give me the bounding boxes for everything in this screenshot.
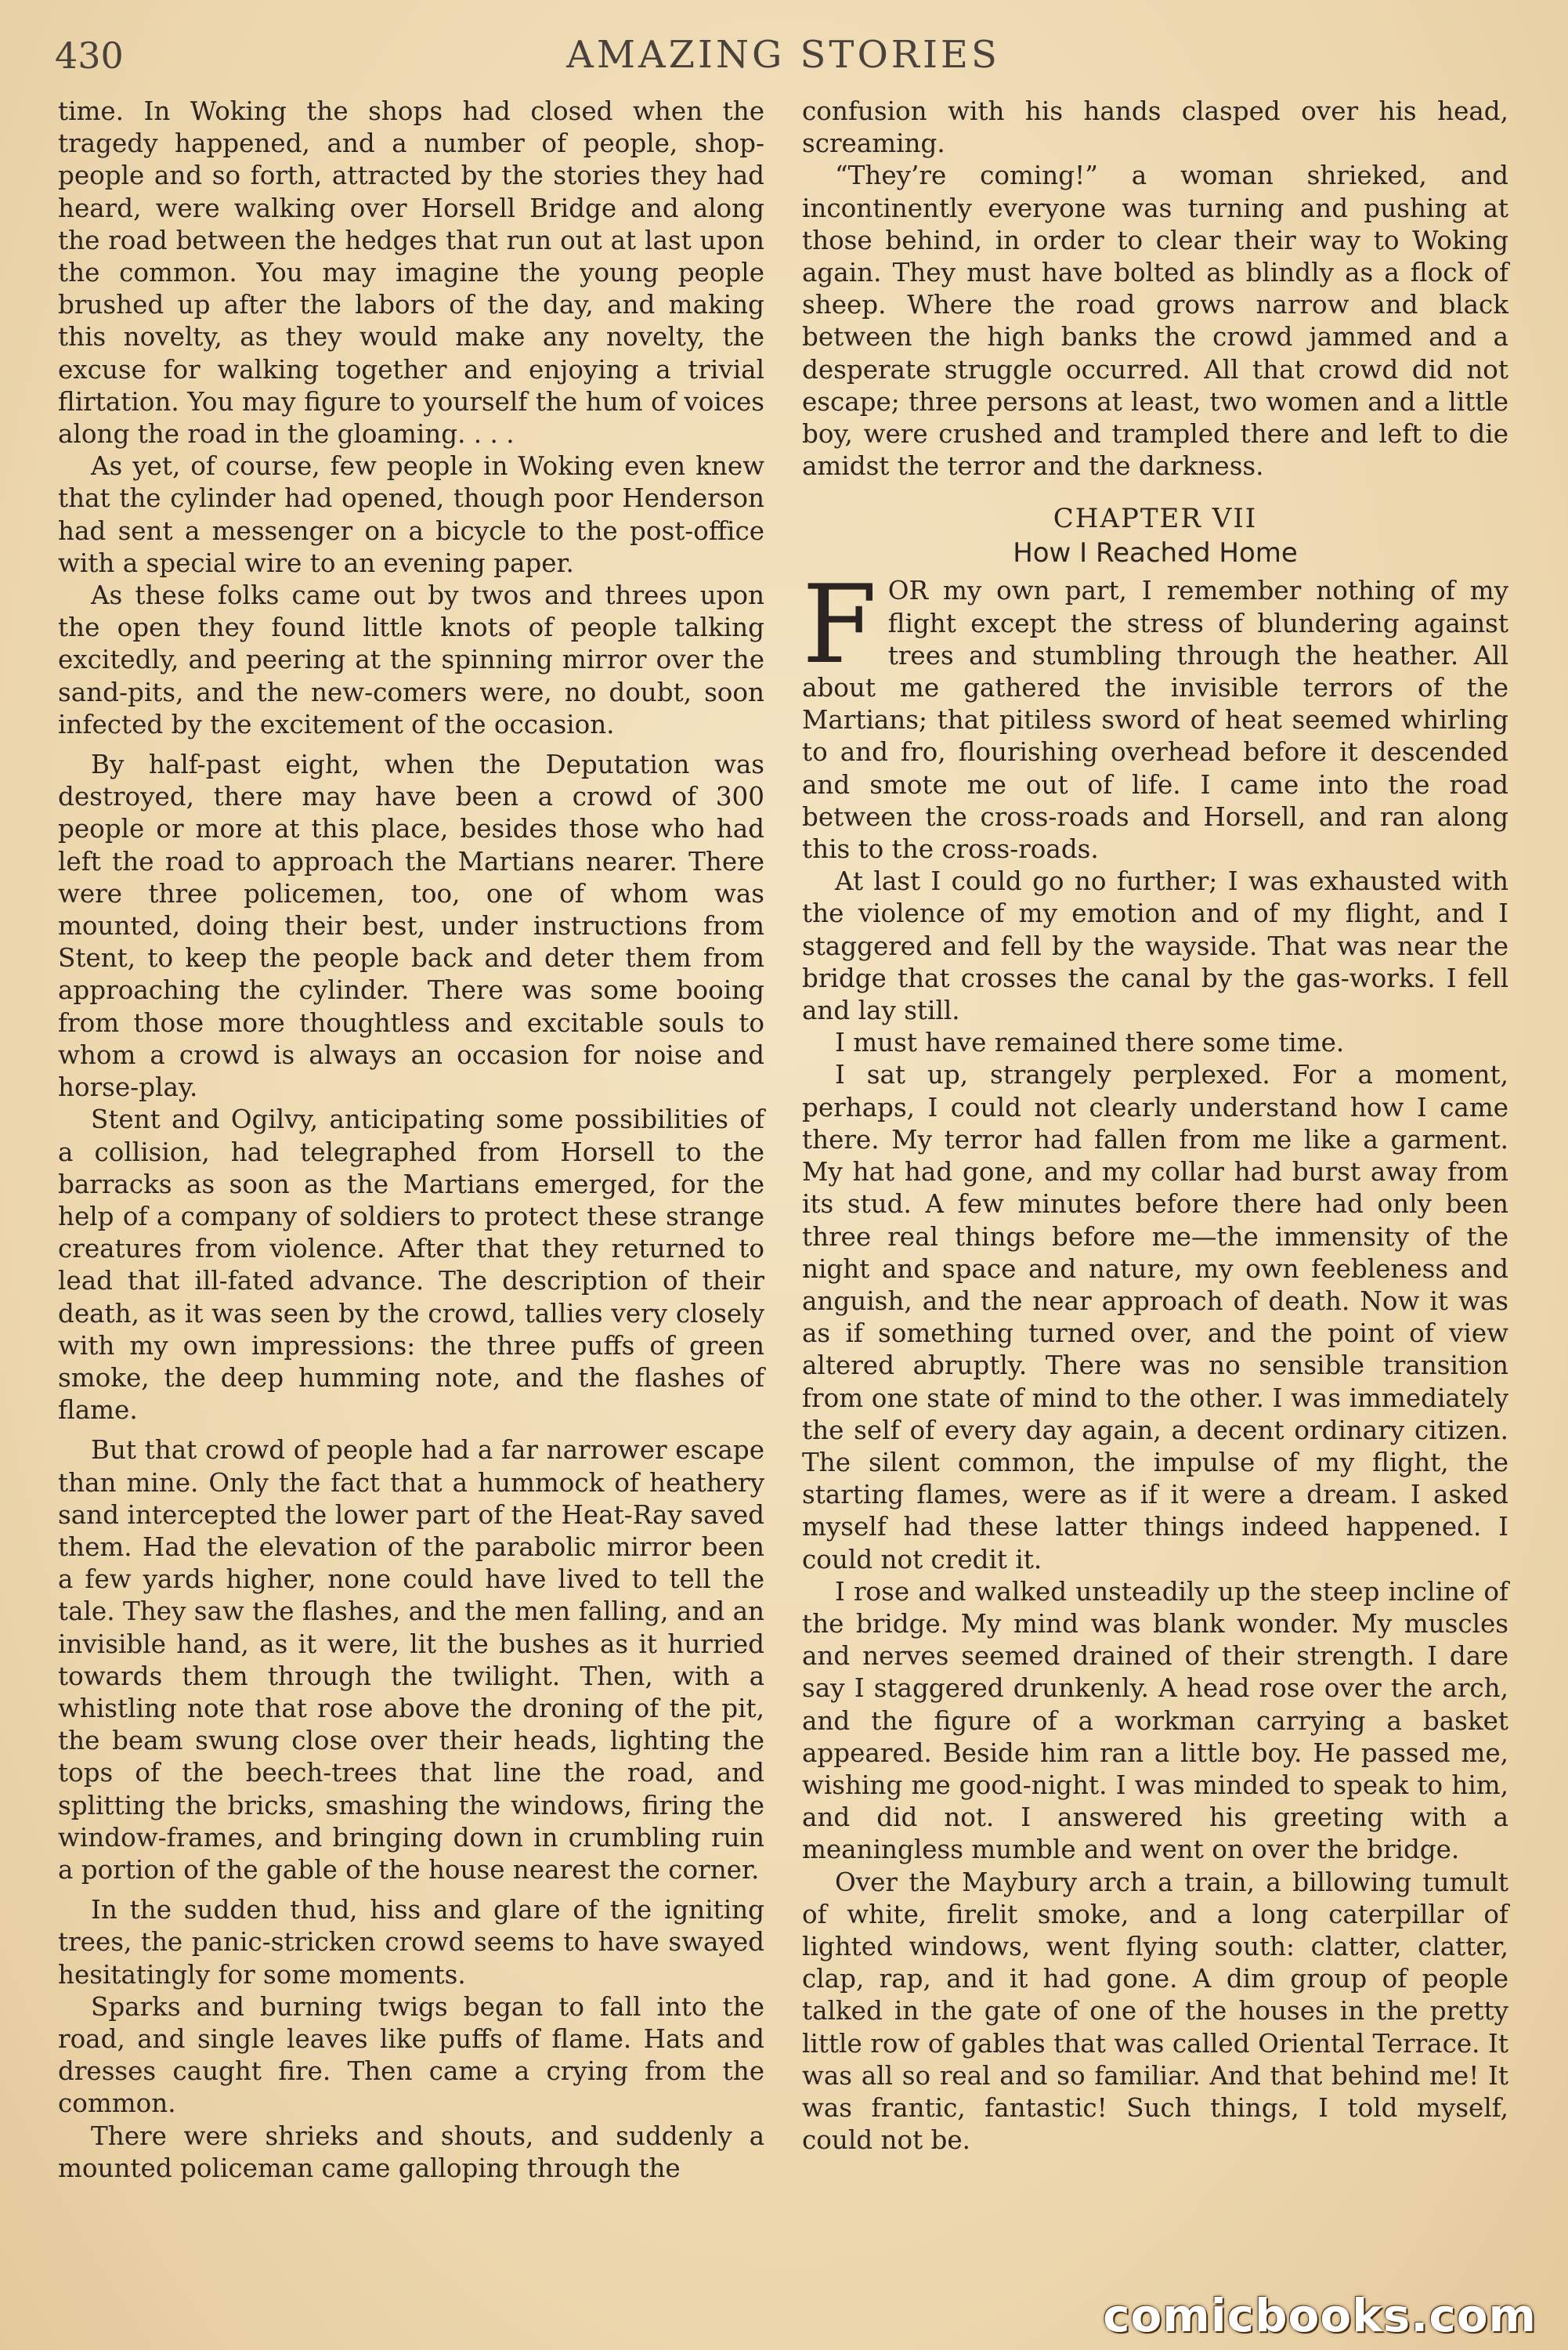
running-head: AMAZING STORIES xyxy=(566,33,1000,77)
paragraph: As yet, of course, few people in Woking even knew that the cylinder had opened, though poor Henderson had sent a messenger on a bicycle to the post-office with a special wire to an evening paper. xyxy=(58,451,764,578)
chapter-title: How I Reached Home xyxy=(1013,537,1298,569)
paragraph: Sparks and burning twigs began to fall into the road, and single leaves like puffs of flame. Hats and dresses caught fire. Then came a crying from the common. xyxy=(58,1991,764,2119)
paragraph: I sat up, strangely perplexed. For a moment, perhaps, I could not clearly understand how I came there. My terror had fallen from me like a garment. My hat had gone, and my collar had burst away from its stud. A few minutes before there had only been three real things before me—the immensity of the night and space and nature, my own feebleness and anguish, and the near approach of death. Now it was as if something turned over, and the point of view altered abruptly. There was no sensible transition from one state of mind to the other. I was immediately the self of every day again, a decent ordinary citizen. The silent common, the impulse of my flight, the starting flames, were as if it were a dream. I asked myself had these latter things indeed happened. I could not credit it. xyxy=(802,1060,1508,1574)
paragraph: There were shrieks and shouts, and suddenly a mounted policeman came galloping through the xyxy=(58,2120,764,2183)
paragraph: time. In Woking the shops had closed when the tragedy happened, and a number of people, shop-people and so forth, attracted by the stories they had heard, were walking over Horsell Bridge and along the road between the hedges that run out at last upon the common. You may imagine the young people brushed up after the labors of the day, and making this novelty, as they would make any novelty, the excuse for walking together and enjoying a trivial flirtation. You may figure to yourself the hum of voices along the road in the gloaming. . . . xyxy=(58,96,764,450)
chapter-number: CHAPTER VII xyxy=(1053,503,1258,535)
paragraph: Stent and Ogilvy, anticipating some possibilities of a collision, had telegraphed from Horsell to the barracks as soon as the Martians emerged, for the help of a company of soldiers to protect these strange creatures from violence. After that they returned to lead that ill-fated advance. The description of their death, as it was seen by the crowd, tallies very closely with my own impressions: the three puffs of green smoke, the deep humming note, and the flashes of flame. xyxy=(58,1104,764,1426)
chapter-opening-paragraph xyxy=(802,562,1508,866)
paragraph: I must have remained there some time. xyxy=(835,1028,1345,1058)
left-column xyxy=(58,96,764,2185)
chapter-opening-text: OR my own part, I remember nothing of my flight except the stress of blundering against trees and stumbling through the heather. All about me gathered the invisible terrors of the Martians; that pitiless sword of heat seemed whirling to and fro, flourishing overhead before it descended and smote me out of life. I came into the road between the cross-roads and Horsell, and ran along this to the cross-roads. xyxy=(802,576,1508,865)
paragraph: confusion with his hands clasped over his head, screaming. xyxy=(802,96,1508,159)
paragraph: As these folks came out by twos and threes upon the open they found little knots of people talking excitedly, and peering at the spinning mirror over the sand-pits, and the new-comers were, no doubt, soon infected by the excitement of the occasion. xyxy=(58,580,764,739)
paragraph: “They’re coming!” a woman shrieked, and incontinently everyone was turning and pushing at those behind, in order to clear their way to Woking again. They must have bolted as blindly as a flock of sheep. Where the road grows narrow and black between the high banks the crowd jammed and a desperate struggle occurred. All that crowd did not escape; three persons at least, two women and a little boy, were crushed and trampled there and left to die amidst the terror and the darkness. xyxy=(802,161,1508,482)
paragraph: Over the Maybury arch a train, a billowing tumult of white, firelit smoke, and a long caterpillar of lighted windows, went flying south: clatter, clatter, clap, rap, and it had gone. A dim group of people talked in the gate of one of the houses in the pretty little row of gables that was called Oriental Terrace. It was all so real and so familiar. And that behind me! It was frantic, fantastic! Such things, I told myself, could not be. xyxy=(802,1867,1508,2156)
drop-cap: F xyxy=(802,562,877,689)
paragraph: By half-past eight, when the Deputation was destroyed, there may have been a crowd of 300 people or more at this place, besides those who had left the road to approach the Martians nearer. There were three policemen, too, one of whom was mounted, doing their best, under instructions from Stent, to keep the people back and deter them from approaching the cylinder. There was some booing from those more thoughtless and excitable souls to whom a crowd is always an occasion for noise and horse-play. xyxy=(58,750,764,1103)
watermark: comicbooks.com xyxy=(1103,2289,1537,2342)
page-number: 430 xyxy=(55,34,124,77)
paragraph: At last I could go no further; I was exhausted with the violence of my emotion and of my flight, and I staggered and fell by the wayside. That was near the bridge that crosses the canal by the gas-works. I fell and lay still. xyxy=(802,866,1508,1026)
right-column xyxy=(802,96,1508,2157)
page-header xyxy=(55,30,1512,85)
paragraph: But that crowd of people had a far narrower escape than mine. Only the fact that a hummock of heathery sand intercepted the lower part of the Heat-Ray saved them. Had the elevation of the parabolic mirror been a few yards higher, none could have lived to tell the tale. They saw the flashes, and the men falling, and an invisible hand, as it were, lit the bushes as it hurried towards them through the twilight. Then, with a whistling note that rose above the droning of the pit, the beam swung close over their heads, lighting the tops of the beech-trees that line the road, and splitting the bricks, smashing the windows, firing the window-frames, and bringing down in crumbling ruin a portion of the gable of the house nearest the corner. xyxy=(58,1435,764,1885)
paragraph: I rose and walked unsteadily up the steep incline of the bridge. My mind was blank wonder. My muscles and nerves seemed drained of their strength. I dare say I staggered drunkenly. A head rose over the arch, and the figure of a workman carrying a basket appeared. Beside him ran a little boy. He passed me, wishing me good-night. I was minded to speak to him, and did not. I answered his greeting with a meaningless mumble and went on over the bridge. xyxy=(802,1576,1508,1865)
paragraph: In the sudden thud, hiss and glare of the igniting trees, the panic-stricken crowd seems to have swayed hesitatingly for some moments. xyxy=(58,1895,764,1990)
